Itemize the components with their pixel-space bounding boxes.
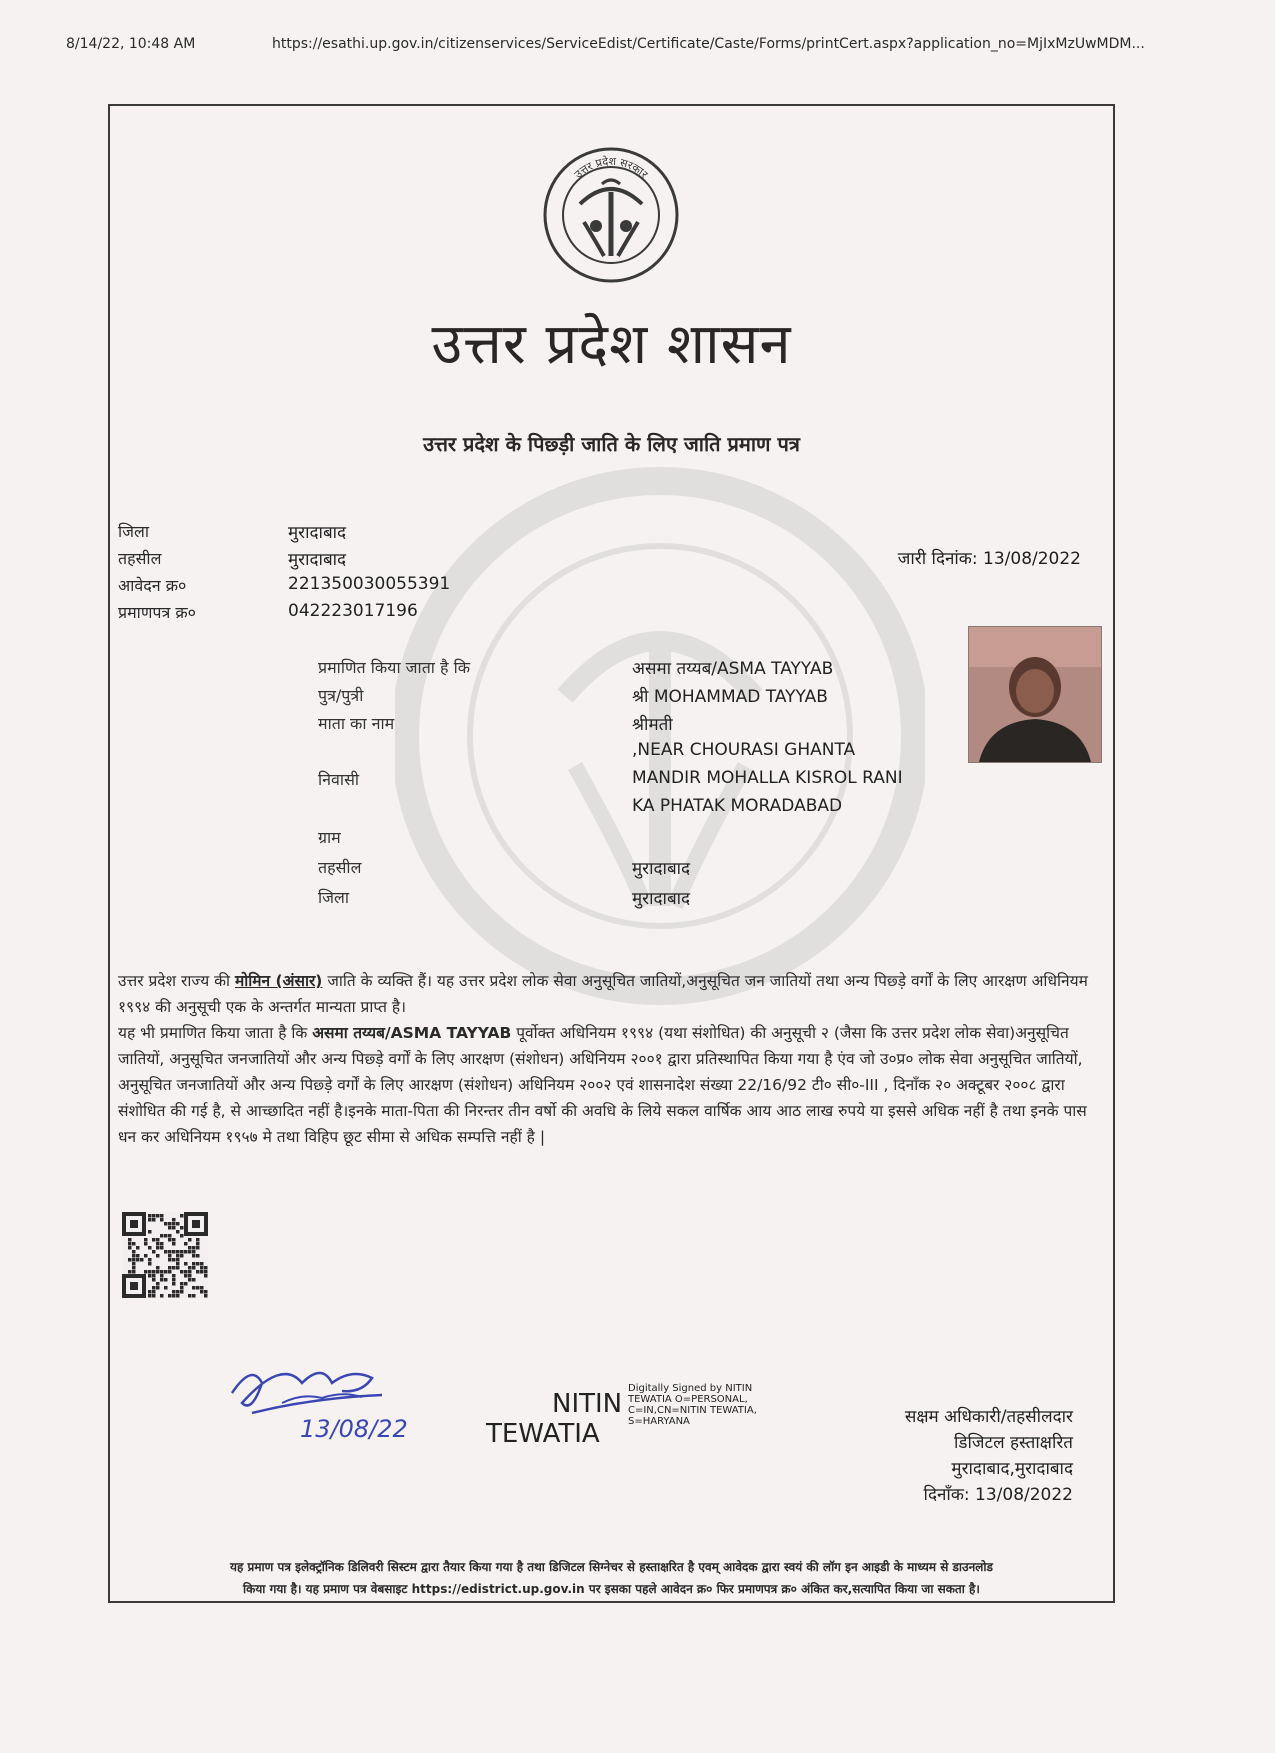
mother-name: श्रीमती [632,715,673,735]
authority-digitally-signed: डिजिटल हस्ताक्षरित [954,1433,1073,1453]
certificate-no-value: 042223017196 [288,601,418,621]
authority-place: मुरादाबाद,मुरादाबाद [951,1459,1073,1479]
print-url: https://esathi.up.gov.in/citizenservices/ServiceEdist/Certificate/Caste/Forms/printCert.aspx?application_no=MjIxMzUwMDM... [272,36,1145,52]
issue-date-label: जारी दिनांक: [897,549,978,569]
caste-name: मोमिन (अंसार) [234,972,323,990]
handwritten-signature-icon [222,1353,422,1443]
tehsil-detail-label: तहसील [318,858,362,877]
person-photo-icon [969,627,1101,762]
emblem-text: उत्तर प्रदेश सरकार [571,154,651,182]
authority-block [905,1404,1073,1508]
authority-date: दिनाँक: 13/08/2022 [923,1485,1073,1505]
district-detail-label: जिला [318,888,350,907]
certificate-footer [110,1556,1113,1600]
body-paragraph-1: उत्तर प्रदेश राज्य की मोमिन (अंसार) जाति के व्यक्ति हैं। यह उत्तर प्रदेश लोक सेवा अनुसूचित जातियों,अनुसूचित जन जातियों तथा अन्य पिछ्ड़े वर्गों के लिए आरक्षण अधिनियम १९९४ की अनुसूची एक के अन्तर्गत मान्यता प्राप्त है। [118,972,1088,1016]
certificate-frame [108,104,1115,1603]
address-line-1: ,NEAR CHOURASI GHANTA [632,740,856,760]
body-applicant-name: असमा तय्यब/ASMA TAYYAB [312,1024,512,1042]
digital-sign-details: Digitally Signed by NITIN TEWATIA O=PERSONAL, C=IN,CN=NITIN TEWATIA, S=HARYANA [628,1383,757,1427]
district-value: मुरादाबाद [288,523,347,543]
address-line-2: MANDIR MOHALLA KISROL RANI [632,768,903,788]
watermark-emblem-icon [395,436,925,1036]
tehsil-value: मुरादाबाद [288,550,347,570]
applicant-name: असमा तय्यब/ASMA TAYYAB [632,659,834,679]
district-detail-value: मुरादाबाद [632,889,691,909]
certified-label: प्रमाणित किया जाता है कि [318,658,471,677]
signer-first-name: NITIN [552,1389,623,1419]
village-label: ग्राम [318,828,341,847]
signature-date: 13/08/22 [300,1415,408,1443]
application-no-label: आवेदन क्र० [118,576,187,595]
issue-date-value: 13/08/2022 [983,549,1081,569]
body-paragraph-2: यह भी प्रमाणित किया जाता है कि असमा तय्यब/ASMA TAYYAB पूर्वोक्त अधिनियम १९९४ (यथा संशोधित) की अनुसूची २ (जैसा कि उत्तर प्रदेश लोक सेवा)अनुसूचित जातियों, अनुसूचित जनजातियों और अन्य पिछ्ड़े वर्गों के लिए आरक्षण (संशोधन) अधिनियम २००१ द्वारा प्रतिस्थापित किया गया है एंव जो उ०प्र० लोक सेवा अनुसूचित जातियों, अनुसूचित जनजातियों और अन्य पिछ्ड़े वर्गों के लिए आरक्षण (संशोधन) अधिनियम २००२ एवं शासनादेश संख्या 22/16/92 टी० सी०-III , दिनाँक २० अक्टूबर २००८ द्वारा संशोधित की गई है, से आच्छादित नहीं है।इनके माता-पिता की निरन्तर तीन वर्षो की अवधि के लिये सकल वार्षिक आय आठ लाख रुपये या इससे अधिक नहीं है तथा इनके पास धन कर अधिनियम १९५७ मे तथा विहिप छूट सीमा से अधिक सम्पत्ति नहीं है | [118,1024,1087,1146]
application-no-value: 221350030055391 [288,574,451,594]
tehsil-detail-value: मुरादाबाद [632,859,691,879]
qr-code-icon [122,1212,208,1298]
father-name: श्री MOHAMMAD TAYYAB [632,687,828,707]
footer-line-2: किया गया है। यह प्रमाण पत्र वेबसाइट https://edistrict.up.gov.in पर इसका पहले आवेदन क्र० फिर प्रमाणपत्र क्र० अंकित कर,सत्यापित किया जा सकता है। [243,1582,980,1596]
certificate-subtitle: उत्तर प्रदेश के पिछ्ड़ी जाति के लिए जाति प्रमाण पत्र [423,432,800,456]
mother-name-label: माता का नाम [318,714,395,733]
certificate-body [118,968,1103,1150]
district-label: जिला [118,522,150,541]
up-government-emblem-icon [540,144,682,286]
address-line-3: KA PHATAK MORADABAD [632,796,843,816]
issue-date [898,546,1081,569]
applicant-photo [968,626,1102,763]
footer-line-1: यह प्रमाण पत्र इलेक्ट्रॉनिक डिलिवरी सिस्टम द्वारा तैयार किया गया है तथा डिजिटल सिग्नेचर से हस्ताक्षरित है एवम् आवेदक द्वारा स्वयं की लॉग इन आइडी के माध्यम से डाउनलोड [230,1560,993,1574]
signer-last-name: TEWATIA [486,1419,600,1449]
tehsil-label: तहसील [118,549,162,568]
resident-label: निवासी [318,770,360,789]
authority-title: सक्षम अधिकारी/तहसीलदार [904,1407,1073,1427]
certificate-no-label: प्रमाणपत्र क्र० [118,603,196,622]
certificate-title: उत्तर प्रदेश शासन [431,312,792,377]
son-daughter-label: पुत्र/पुत्री [318,686,364,705]
print-timestamp: 8/14/22, 10:48 AM [66,36,196,52]
